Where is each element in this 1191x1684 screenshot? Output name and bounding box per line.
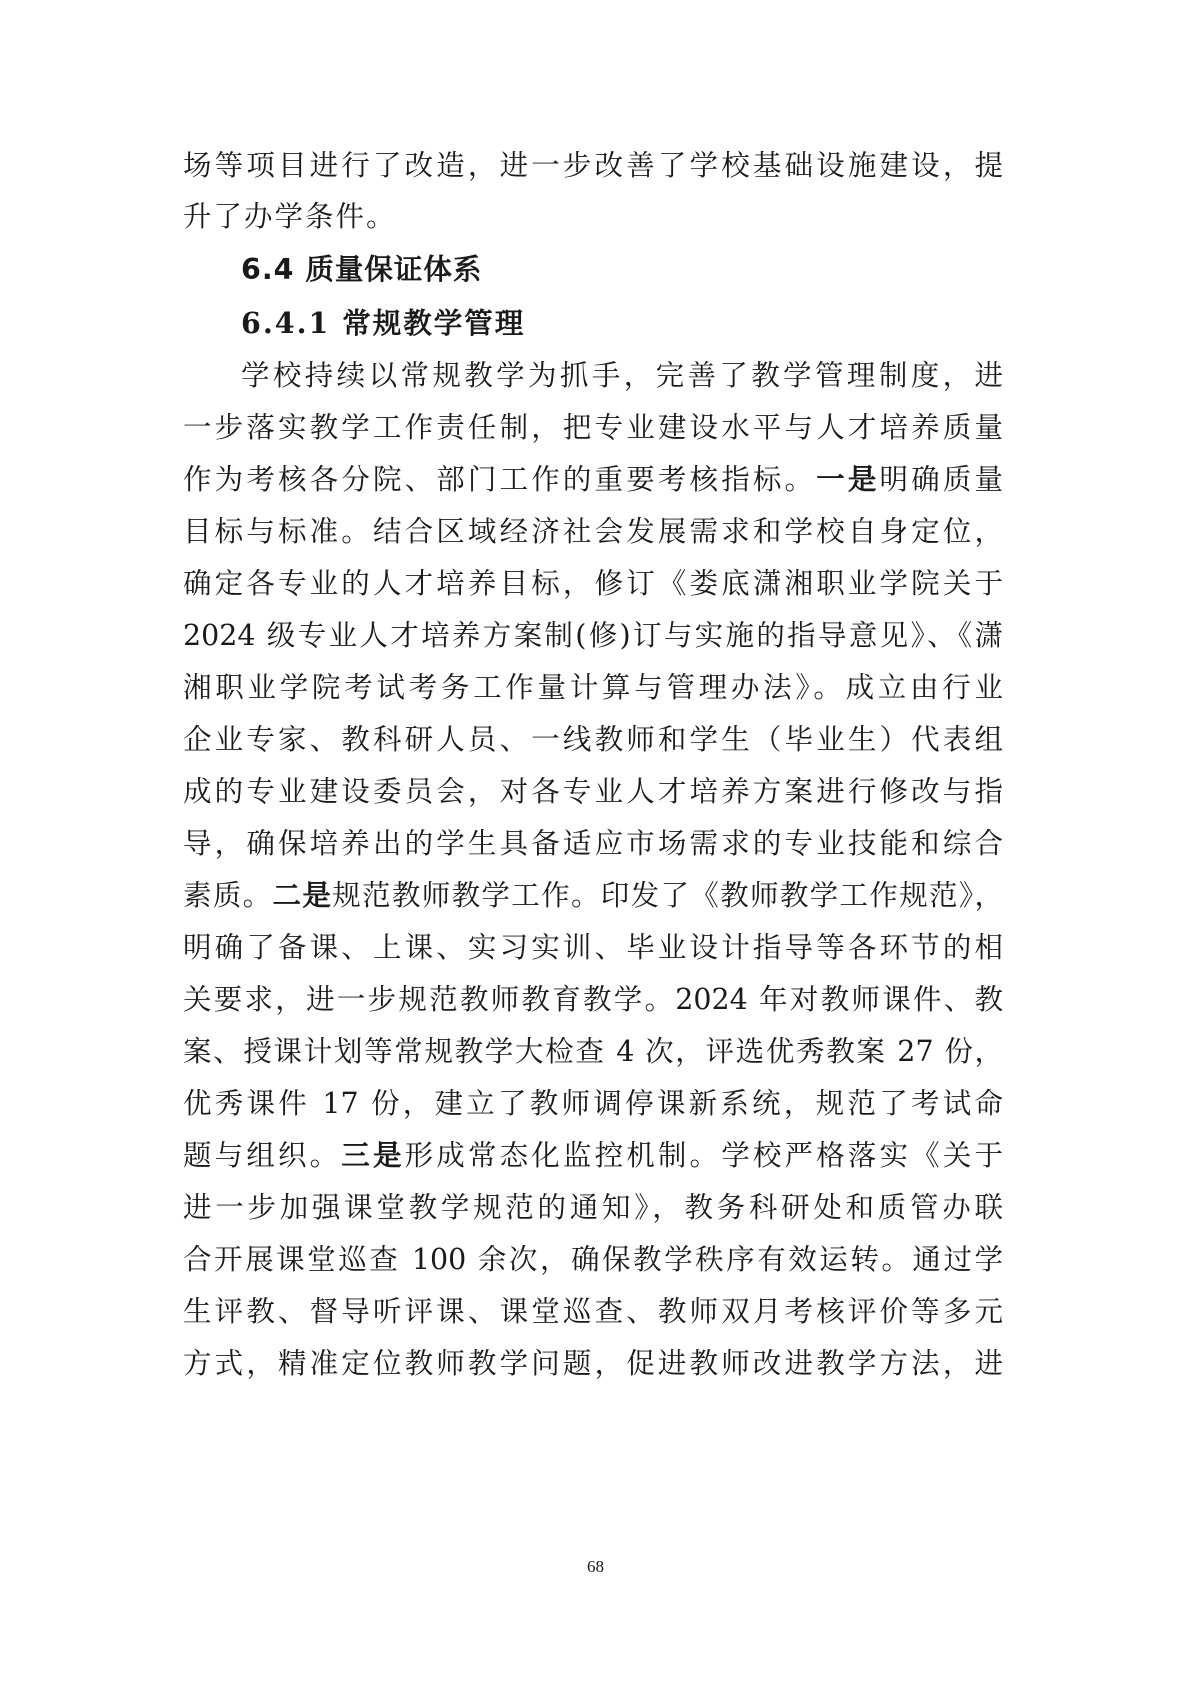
- page-number: 68: [587, 1557, 604, 1576]
- paragraph-line: 题与组织。三是形成常态化监控机制。学校严格落实《关于: [183, 1139, 1003, 1172]
- paragraph-line: 作为考核各分院、部门工作的重要考核指标。一是明确质量: [183, 463, 1003, 496]
- emphasis-first: 一是: [816, 463, 880, 496]
- paragraph-line: 案、授课计划等常规教学大检查 4 次，评选优秀教案 27 份，: [183, 1035, 1003, 1068]
- paragraph-line: 学校持续以常规教学为抓手，完善了教学管理制度，进: [241, 359, 1003, 392]
- paragraph-line: 成的专业建设委员会，对各专业人才培养方案进行修改与指: [183, 775, 1003, 808]
- paragraph-line: 确定各专业的人才培养目标，修订《娄底潇湘职业学院关于: [183, 567, 1003, 600]
- subsection-heading: 6.4.1 常规教学管理: [241, 306, 526, 340]
- paragraph-line: 生评教、督导听评课、课堂巡查、教师双月考核评价等多元: [183, 1295, 1003, 1328]
- emphasis-third: 三是: [341, 1139, 405, 1172]
- paragraph-line: 关要求，进一步规范教师教育教学。2024 年对教师课件、教: [183, 983, 1003, 1016]
- body-text-line: 升了办学条件。: [183, 200, 397, 233]
- section-heading: 6.4 质量保证体系: [241, 253, 483, 286]
- paragraph-line: 明确了备课、上课、实习实训、毕业设计指导等各环节的相: [183, 931, 1003, 964]
- paragraph-line: 进一步加强课堂教学规范的通知》，教务科研处和质管办联: [183, 1191, 1003, 1224]
- paragraph-line: 素质。二是规范教师教学工作。印发了《教师教学工作规范》，: [183, 879, 1003, 912]
- paragraph-line: 合开展课堂巡查 100 余次，确保教学秩序有效运转。通过学: [183, 1243, 1003, 1276]
- paragraph-line: 企业专家、教科研人员、一线教师和学生（毕业生）代表组: [183, 723, 1003, 756]
- emphasis-second: 二是: [272, 879, 333, 912]
- paragraph-line: 2024 级专业人才培养方案制(修)订与实施的指导意见》、《潇: [183, 619, 1003, 652]
- body-text-line: 场等项目进行了改造，进一步改善了学校基础设施建设，提: [183, 149, 1003, 182]
- paragraph-line: 方式，精准定位教师教学问题，促进教师改进教学方法，进: [183, 1347, 1003, 1380]
- paragraph-line: 湘职业学院考试考务工作量计算与管理办法》。成立由行业: [183, 671, 1003, 704]
- paragraph-line: 优秀课件 17 份，建立了教师调停课新系统，规范了考试命: [183, 1087, 1003, 1120]
- paragraph-line: 目标与标准。结合区域经济社会发展需求和学校自身定位，: [183, 515, 1003, 548]
- paragraph-line: 一步落实教学工作责任制，把专业建设水平与人才培养质量: [183, 411, 1003, 444]
- paragraph-line: 导，确保培养出的学生具备适应市场需求的专业技能和综合: [183, 827, 1003, 860]
